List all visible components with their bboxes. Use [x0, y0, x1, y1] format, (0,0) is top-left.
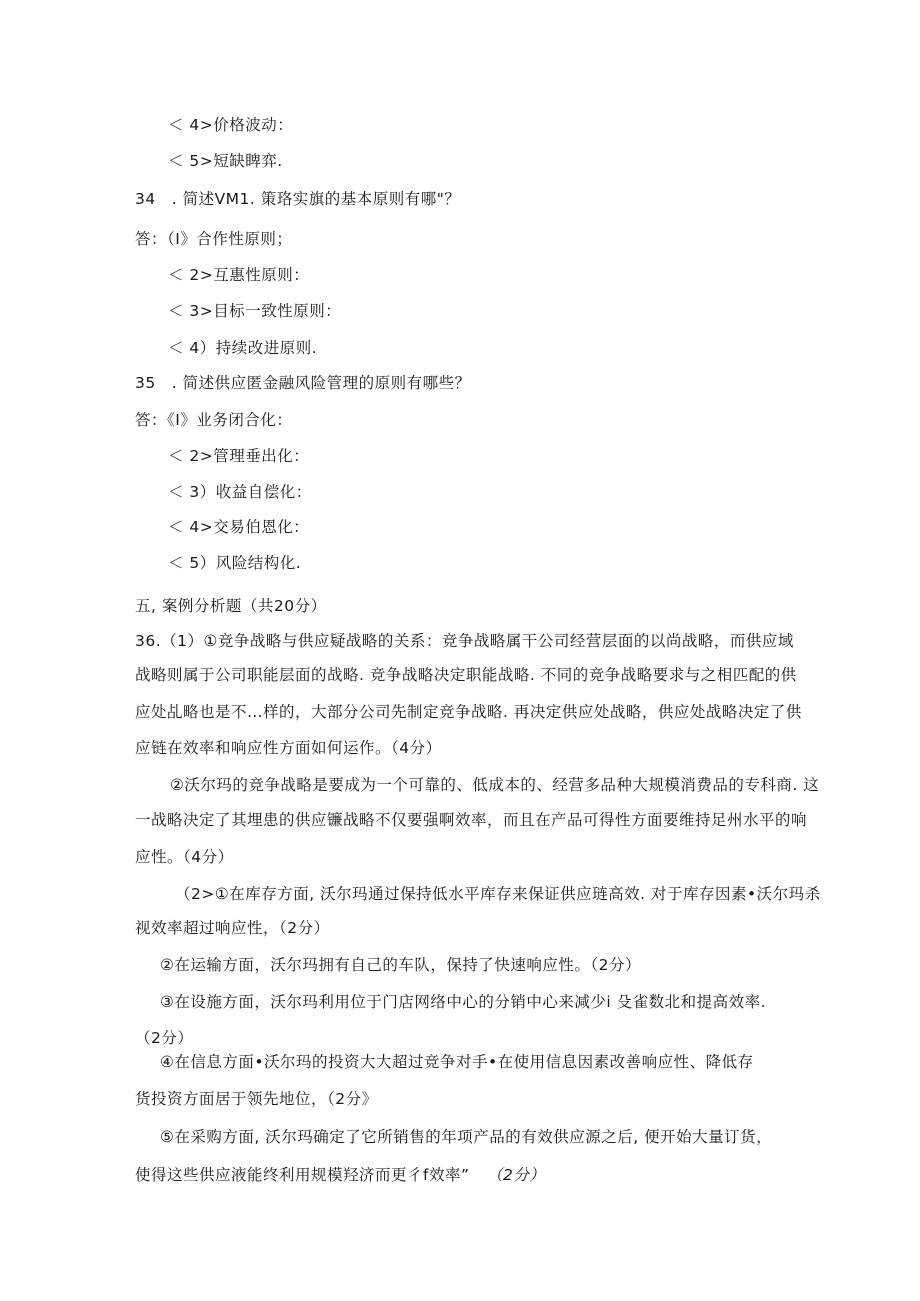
question-heading: 35 . 简述供应匿金融风险管理的原则有哪些？	[135, 374, 471, 392]
question-heading: 34 . 简述VM1. 策珞实旗的基本原则有哪"？	[135, 190, 461, 208]
paragraph-line: 视效率超过响应性，（2分）	[135, 919, 330, 937]
text-line: ＜ 3）收益自偿化：	[168, 483, 312, 501]
paragraph-line: （2>①在库存方面, 沃尔玛通过保持低水平库存来保证供应琏高效. 对于库存因素•沃尔玛杀	[175, 885, 821, 903]
paragraph-line: 货投资方面居于领先地位，（2分》	[135, 1090, 378, 1108]
paragraph-line: ②在运输方面，沃尔玛拥有自己的车队，保持了快速响应性。（2分）	[160, 956, 642, 974]
text-line: ＜ 4）持续改进原则.	[168, 339, 318, 357]
text-line: ＜ 5）风险结构化.	[168, 554, 302, 572]
text-line: ＜ 4>价格波动：	[168, 116, 294, 134]
paragraph-line: 一战略决定了其埋患的供应镰战略不仅要强啊效率，而且在产品可得性方面要维持足州水平的响	[135, 811, 808, 829]
text-line: ＜ 5>短缺睥弈.	[168, 152, 283, 170]
paragraph-line: （2分）	[135, 1029, 194, 1047]
section-heading: 五, 案例分析题（共20分）	[135, 597, 327, 615]
paragraph-line: ②沃尔玛的竞争战略是要成为一个可靠的、低成本的、经营多品种大规模消费品的专科商. 这	[170, 776, 820, 794]
paragraph-line: 应链在效率和响应性方面如何运作。（4分）	[135, 739, 442, 757]
text-line: ＜ 4>交易伯恩化：	[168, 518, 310, 536]
paragraph-line: ④在信息方面•沃尔玛的投资大大超过竞争对手•在使用信息因素改善响应性、降低存	[160, 1053, 754, 1071]
text-line: ＜ 3>目标一致性原则：	[168, 302, 342, 320]
text-line: ＜ 2>管理垂出化：	[168, 447, 310, 465]
text-line: ＜ 2>互惠性原则：	[168, 266, 310, 284]
paragraph-line: 应处乩略也是不…样的，大部分公司先制定竞争战略. 再决定供应处战略，供应处战略决定了供	[135, 703, 802, 721]
paragraph-line: 应性。（4分）	[135, 848, 234, 866]
paragraph-line: ⑤在采购方面, 沃尔玛确定了它所销售的年项产品的有效供应源之后, 便开始大量订货，	[160, 1128, 773, 1146]
answer-line: 答：（I》合作性原则；	[135, 230, 293, 248]
paragraph-line: 战略则属于公司职能层面的战略. 竞争战略决定职能战略. 不同的竞争战略要求与之相匹配的供	[135, 666, 797, 684]
paragraph-line: ③在设施方面，沃尔玛利用位于门店网络中心的分销中心来减少i 殳雀数北和提高效率.	[160, 993, 767, 1011]
paragraph-line: 使得这些供应液能终利用规模羟济而更彳f效率”	[135, 1166, 470, 1184]
score-note: （2分）	[487, 1166, 546, 1184]
answer-line: 答：《I》业务闭合化：	[135, 411, 293, 429]
paragraph-line: 36.（1）①竞争战略与供应疑战略的关系：竞争战略属干公司经营层面的以尚战略，而供应域	[135, 632, 794, 650]
